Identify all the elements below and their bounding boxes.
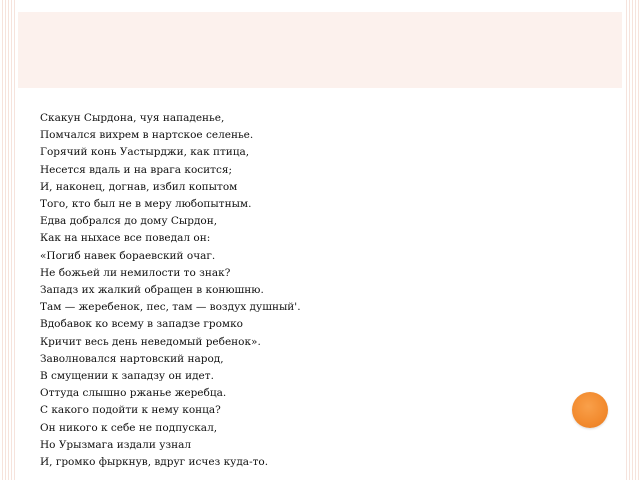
poem-line: Кричит весь день неведомый ребенок». xyxy=(40,335,261,348)
poem-line: Едва добрался до дому Сырдон, xyxy=(40,215,218,228)
poem-line: Заволновался нартовский народ, xyxy=(40,352,224,365)
poem-line: Помчался вихрем в нартское селенье. xyxy=(40,129,254,142)
poem-line: Не божьей ли немилости то знак? xyxy=(40,266,231,279)
poem-line: «Погиб навек бораевский очаг. xyxy=(40,249,216,262)
poem-line: Горячий конь Уастырджи, как птица, xyxy=(40,146,250,159)
right-border-decoration xyxy=(624,0,640,480)
poem-line: Вдобавок ко всему в западзе громко xyxy=(40,318,243,331)
poem-line: Того, кто был не в меру любопытным. xyxy=(40,198,252,211)
title-band xyxy=(18,12,622,88)
poem-text xyxy=(40,110,600,471)
poem-line: И, громко фыркнув, вдруг исчез куда-то. xyxy=(40,456,269,469)
poem-line: Западз их жалкий обращен в конюшню. xyxy=(40,284,264,297)
poem-line: Он никого к себе не подпускал, xyxy=(40,421,218,434)
poem-line: И, наконец, догнав, избил копытом xyxy=(40,180,238,193)
orange-circle-decoration xyxy=(572,392,608,428)
poem-line: Но Урызмага издали узнал xyxy=(40,438,192,451)
poem-line: Несется вдаль и на врага косится; xyxy=(40,163,233,176)
poem-line: В смущении к западзу он идет. xyxy=(40,370,214,383)
poem-line: Там — жеребенок, пес, там — воздух душный'. xyxy=(40,301,301,314)
poem-line: С какого подойти к нему конца? xyxy=(40,404,221,417)
poem-line: Как на ныхасе все поведал он: xyxy=(40,232,211,245)
left-border-decoration xyxy=(0,0,16,480)
poem-line: Скакун Сырдона, чуя нападенье, xyxy=(40,112,225,124)
poem-line: Оттуда слышно ржанье жеребца. xyxy=(40,387,227,400)
